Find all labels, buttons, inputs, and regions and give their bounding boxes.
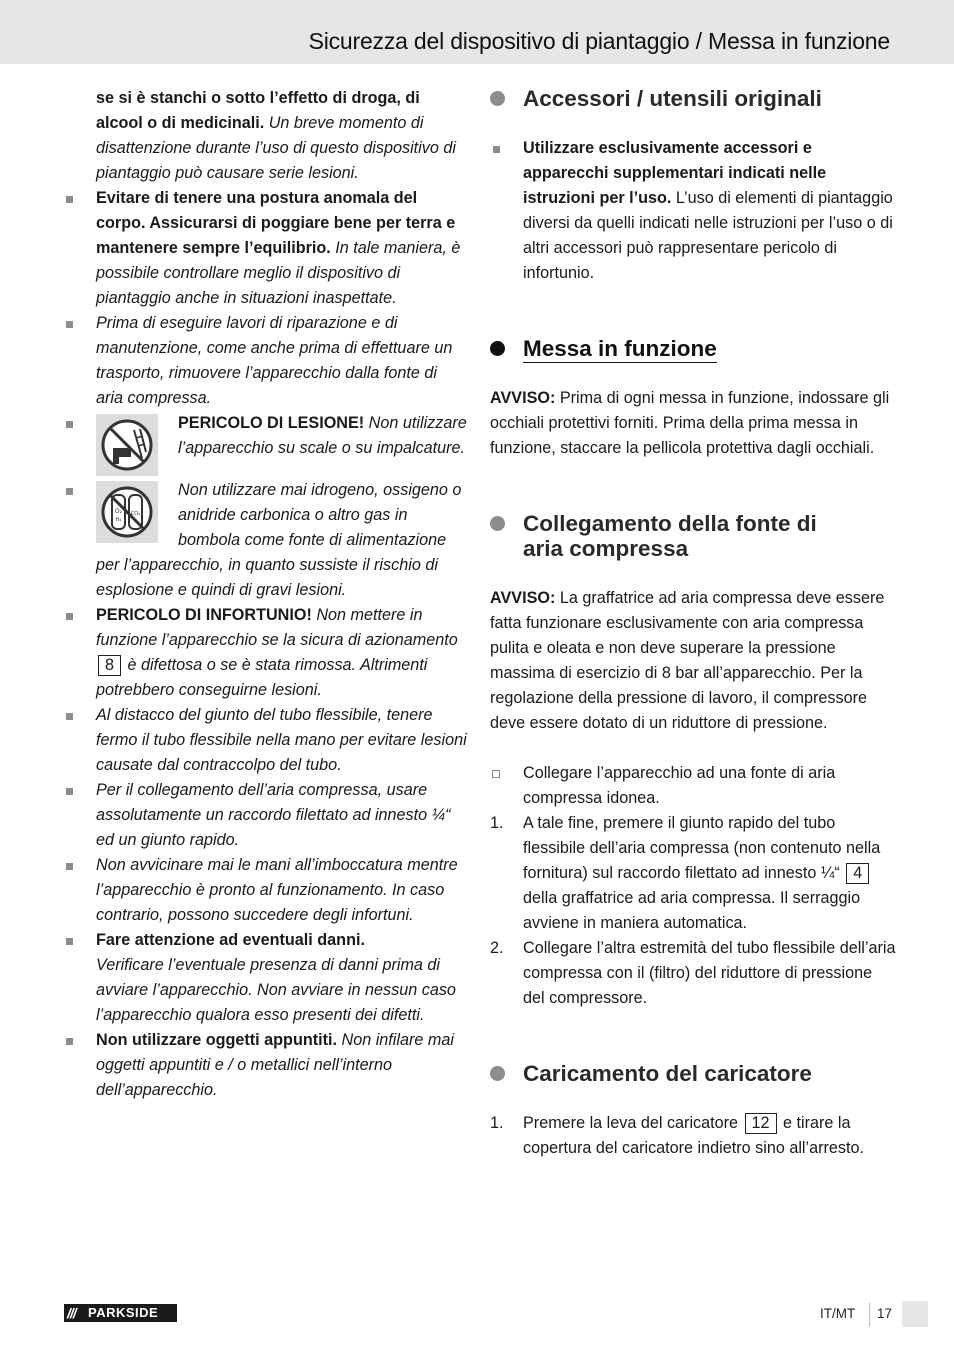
- bullet-square: [66, 196, 73, 203]
- warning-text: Per il collegamento dell’aria compressa, usare assolutamente un raccordo filettato ad innesto ¼“ ed un giunto rapido.: [96, 781, 451, 849]
- bullet-square: [493, 146, 500, 153]
- notice-text: La graffatrice ad aria compressa deve essere fatta funzionare esclusivamente con aria compressa pulita e oleata e non deve superare la pressione massima di esercizio di 8 bar all’apparecchio. Per la regolazione della pressione di lavoro, il compressore deve essere dotato di un riduttore di pressione.: [490, 589, 885, 732]
- section-heading-caricamento: [490, 1061, 898, 1086]
- heading-dot-icon: [490, 341, 505, 356]
- numbered-step: [490, 936, 898, 1011]
- warning-text: Non utilizzare l’apparecchio su scale o su impalcature.: [178, 414, 467, 457]
- list-item: [63, 928, 468, 1028]
- section-heading-collegamento: [490, 511, 898, 561]
- heading-text: Messa in funzione: [523, 336, 717, 361]
- icon-label-h2: H₂: [115, 517, 122, 523]
- no-ladder-icon: [96, 414, 158, 476]
- instruction-bold: Utilizzare esclusivamente accessori e apparecchi supplementari indicati nelle istruzioni per l’uso.: [523, 139, 827, 207]
- list-item: [63, 186, 468, 311]
- bullet-square: [66, 321, 73, 328]
- warning-text: Prima di eseguire lavori di riparazione e di manutenzione, come anche prima di effettuare un trasporto, rimuovere l’apparecchio dalla fonte di aria compressa.: [96, 314, 453, 407]
- step-text: Collegare l’apparecchio ad una fonte di aria compressa idonea.: [523, 764, 836, 807]
- notice-label: AVVISO:: [490, 389, 556, 407]
- list-item: [63, 478, 468, 603]
- page-header: [0, 0, 954, 64]
- warning-bold: PERICOLO DI LESIONE!: [178, 414, 365, 432]
- warning-text: Al distacco del giunto del tubo flessibile, tenere fermo il tubo flessibile nella mano per evitare lesioni causate dal contraccolpo del tubo.: [96, 706, 467, 774]
- page-number: 17: [877, 1306, 893, 1321]
- heading-text: Collegamento della fonte di aria compressa: [523, 511, 817, 561]
- warning-bold: se si è stanchi o sotto l’effetto di droga, di alcool o di medicinali.: [96, 89, 420, 132]
- footer-tab-marker: [902, 1301, 928, 1327]
- section-heading-accessori: [490, 86, 898, 111]
- list-item: [63, 311, 468, 411]
- bullet-square: [66, 488, 73, 495]
- warning-bold: Evitare di tenere una postura anomala del corpo. Assicurarsi di poggiare bene per terra e mantenere sempre l’equilibrio.: [96, 189, 456, 257]
- warning-text: Non mettere in funzione l’apparecchio se la sicura di azionamento: [96, 606, 458, 649]
- part-reference: 4: [846, 863, 869, 884]
- warning-text: è difettosa o se è stata rimossa. Altrimenti potrebbero conseguirne lesioni.: [96, 656, 428, 699]
- bullet-square: [66, 421, 73, 428]
- heading-text: Accessori / utensili originali: [523, 86, 822, 111]
- warning-bold: PERICOLO DI INFORTUNIO!: [96, 606, 312, 624]
- notice-label: AVVISO:: [490, 589, 556, 607]
- warning-text: Un breve momento di disattenzione durante l’uso di questo dispositivo di piantaggio può causare serie lesioni.: [96, 114, 456, 182]
- heading-dot-icon: [490, 91, 505, 106]
- no-gas-cylinder-icon: [96, 481, 158, 543]
- step-text: della graffatrice ad aria compressa. Il serraggio avviene in maniera automatica.: [523, 889, 861, 932]
- notice-text: Prima di ogni messa in funzione, indossare gli occhiali protettivi forniti. Prima della prima messa in funzione, staccare la pellicola protettiva dagli occhiali.: [490, 389, 890, 457]
- list-item: [63, 1028, 468, 1103]
- bullet-square: [66, 788, 73, 795]
- step-text: e tirare la copertura del caricatore indietro sino all’arresto.: [523, 1114, 865, 1157]
- list-item: [63, 603, 468, 703]
- icon-label-o2: O₂: [114, 508, 123, 515]
- bullet-square: [66, 1038, 73, 1045]
- heading-dot-icon: [490, 1066, 505, 1081]
- warning-text: Non infilare mai oggetti appuntiti e / o metallici nell’interno dell’apparecchio.: [96, 1031, 454, 1099]
- heading-text: Caricamento del caricatore: [523, 1061, 812, 1086]
- step-text: A tale fine, premere il giunto rapido del tubo flessibile dell’aria compressa (non contenuto nella fornitura) sul raccordo filettato ad innesto ¼“: [523, 814, 881, 882]
- part-reference: 8: [98, 655, 121, 676]
- notice-paragraph: [490, 386, 898, 461]
- list-item: [490, 761, 898, 811]
- list-item: [63, 411, 468, 461]
- warning-bold: Non utilizzare oggetti appuntiti.: [96, 1031, 337, 1049]
- notice-paragraph: [490, 586, 898, 736]
- icon-label-co2: CO₂: [130, 511, 141, 517]
- warning-text: Verificare l’eventuale presenza di danni prima di avviare l’apparecchio. Non avviare in nessun caso l’apparecchio qualora esso presenti dei difetti.: [96, 956, 456, 1024]
- logo-stripes-icon: ///: [67, 1305, 76, 1321]
- bullet-square: [66, 613, 73, 620]
- brand-name: PARKSIDE: [88, 1305, 159, 1320]
- list-item: [490, 136, 898, 286]
- warning-text: Non avvicinare mai le mani all’imboccatura mentre l’apparecchio è pronto al funzionamento. In caso contrario, possono succedere degli infortuni.: [96, 856, 458, 924]
- list-item: [63, 778, 468, 853]
- footer-divider: [869, 1303, 870, 1327]
- part-reference: 12: [745, 1113, 777, 1134]
- step-text: Collegare l’altra estremità del tubo flessibile dell’aria compressa con il (filtro) del riduttore di pressione del compressore.: [523, 939, 896, 1007]
- list-item: [63, 853, 468, 928]
- numbered-step: [490, 1111, 898, 1161]
- warning-text: Non utilizzare mai idrogeno, ossigeno o anidride carbonica o altro gas in bombola come fonte di alimentazione per l’apparecchio, in quanto sussiste il rischio di esplosione e quindi di gravi lesioni.: [96, 481, 462, 599]
- warning-text: In tale maniera, è possibile controllare meglio il dispositivo di piantaggio anche in situazioni inaspettate.: [96, 239, 461, 307]
- instruction-text: L’uso di elementi di piantaggio diversi da quelli indicati nelle istruzioni per l’uso o di altri accessori può rappresentare pericolo di infortunio.: [523, 189, 893, 282]
- numbered-step: [490, 811, 898, 936]
- bullet-square: [66, 863, 73, 870]
- right-column: [490, 86, 898, 1161]
- bullet-square: [66, 938, 73, 945]
- left-column: [63, 86, 468, 1103]
- language-code: IT/MT: [820, 1306, 856, 1321]
- section-heading-messa: [490, 336, 898, 361]
- step-number: 1.: [490, 814, 504, 832]
- list-item: [63, 703, 468, 778]
- step-number: 2.: [490, 939, 504, 957]
- checkbox-bullet-icon: [492, 770, 500, 778]
- bullet-square: [66, 713, 73, 720]
- page-title: Sicurezza del dispositivo di piantaggio / Messa in funzione: [308, 28, 890, 54]
- heading-dot-icon: [490, 516, 505, 531]
- warning-bold: Fare attenzione ad eventuali danni.: [96, 931, 365, 949]
- paragraph-continuation: [63, 86, 468, 186]
- step-number: 1.: [490, 1114, 504, 1132]
- parkside-logo: [64, 1304, 177, 1322]
- step-text: Premere la leva del caricatore: [523, 1114, 743, 1132]
